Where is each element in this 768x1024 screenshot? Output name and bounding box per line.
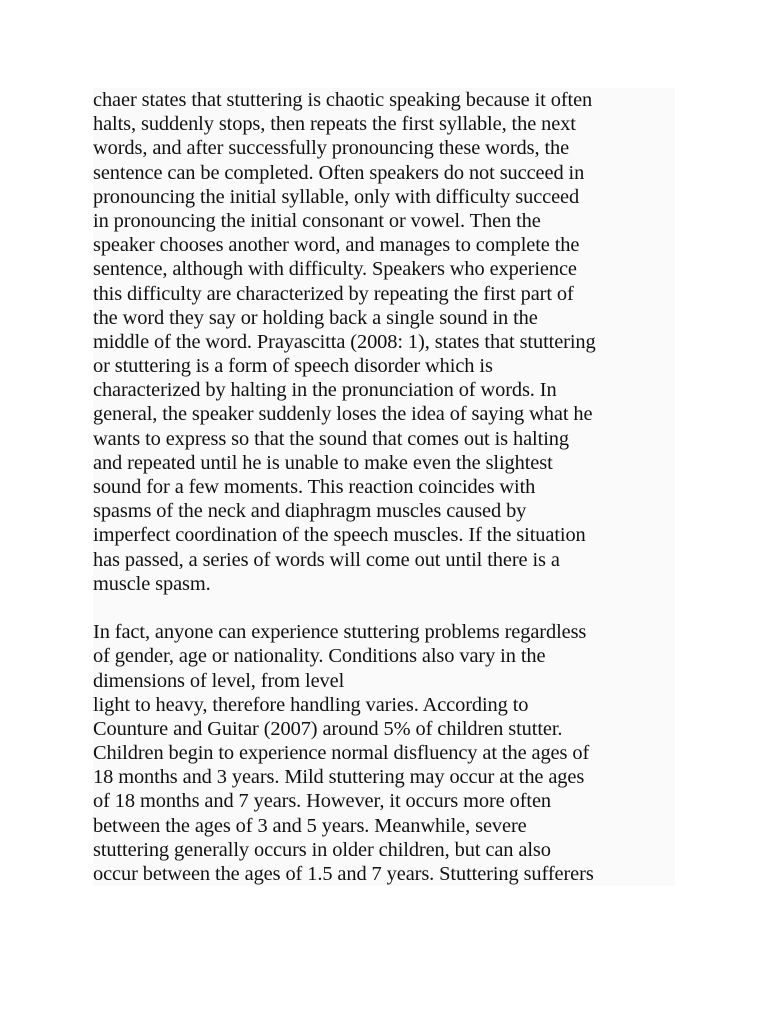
- text-line: words, and after successfully pronouncing these words, the: [93, 137, 570, 160]
- text-line: has passed, a series of words will come out until there is a: [93, 548, 560, 571]
- text-line: stuttering generally occurs in older children, but can also: [93, 838, 551, 861]
- text-line: spasms of the neck and diaphragm muscles caused by: [93, 500, 527, 523]
- document-text-block: [93, 88, 675, 886]
- text-line: of gender, age or nationality. Conditions also vary in the: [93, 645, 546, 668]
- text-line: imperfect coordination of the speech muscles. If the situation: [93, 524, 586, 547]
- text-line: middle of the word. Prayascitta (2008: 1), states that stuttering: [93, 330, 596, 353]
- text-line: characterized by halting in the pronunciation of words. In: [93, 379, 557, 402]
- text-line: speaker chooses another word, and manages to complete the: [93, 234, 580, 257]
- text-line: sentence, although with difficulty. Speakers who experience: [93, 258, 577, 281]
- text-line: occur between the ages of 1.5 and 7 years. Stuttering sufferers: [93, 863, 594, 885]
- text-line: this difficulty are characterized by repeating the first part of: [93, 282, 574, 305]
- text-line: between the ages of 3 and 5 years. Meanwhile, severe: [93, 814, 527, 837]
- text-line: chaer states that stuttering is chaotic speaking because it often: [93, 89, 593, 111]
- text-line: dimensions of level, from level: [93, 669, 345, 692]
- text-line: halts, suddenly stops, then repeats the first syllable, the next: [93, 113, 576, 136]
- text-line: Children begin to experience normal disfluency at the ages of: [93, 742, 590, 765]
- text-line: or stuttering is a form of speech disorder which is: [93, 355, 493, 378]
- text-line: In fact, anyone can experience stuttering problems regardless: [93, 621, 587, 644]
- text-line: and repeated until he is unable to make even the slightest: [93, 451, 553, 474]
- paragraph-2: [93, 620, 675, 886]
- text-line: muscle spasm.: [93, 572, 211, 595]
- text-line: wants to express so that the sound that comes out is halting: [93, 427, 569, 450]
- text-line: of 18 months and 7 years. However, it occurs more often: [93, 790, 552, 813]
- paragraph-1: [93, 88, 675, 596]
- text-line: in pronouncing the initial consonant or vowel. Then the: [93, 209, 541, 232]
- text-line: the word they say or holding back a single sound in the: [93, 306, 538, 329]
- text-line: 18 months and 3 years. Mild stuttering may occur at the ages: [93, 766, 585, 789]
- text-line: sentence can be completed. Often speakers do not succeed in: [93, 161, 585, 184]
- text-line: light to heavy, therefore handling varies. According to: [93, 693, 529, 716]
- paragraph-gap: [93, 596, 675, 620]
- text-line: Counture and Guitar (2007) around 5% of children stutter.: [93, 717, 563, 740]
- text-line: pronouncing the initial syllable, only with difficulty succeed: [93, 185, 580, 208]
- text-line: sound for a few moments. This reaction coincides with: [93, 476, 536, 498]
- text-line: general, the speaker suddenly loses the idea of saying what he: [93, 403, 593, 426]
